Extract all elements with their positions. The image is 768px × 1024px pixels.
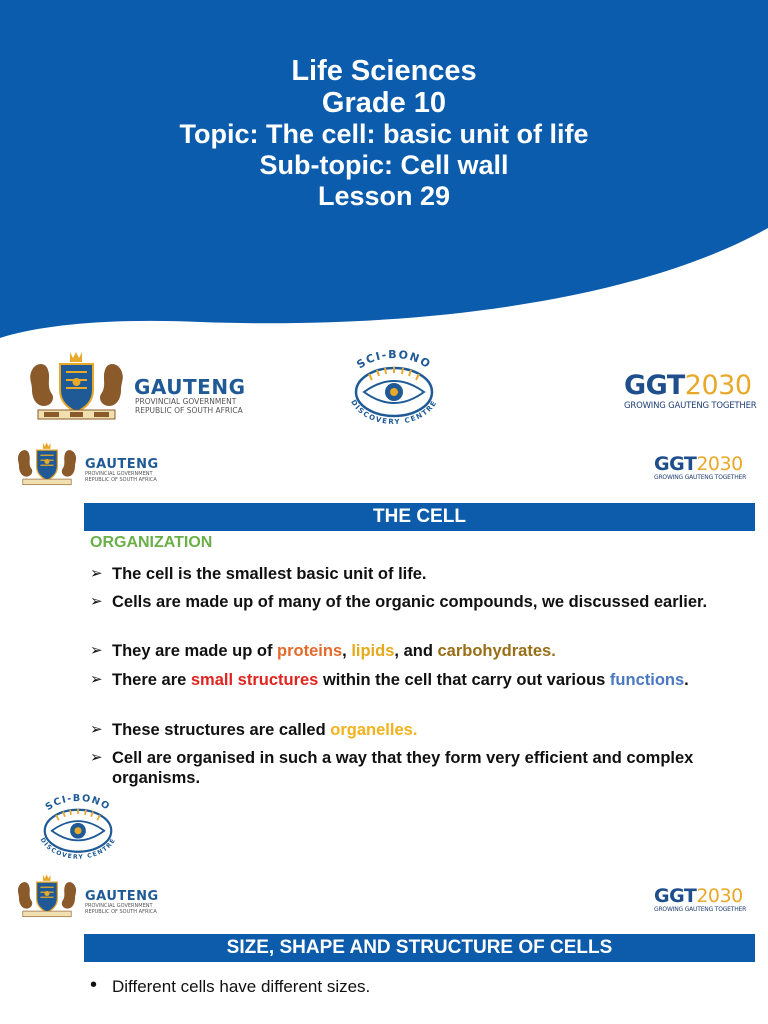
text-span: They are made up of — [112, 642, 278, 660]
sci-bono-bottom-text: DISCOVERY CENTRE — [38, 836, 118, 861]
gauteng-logo-small — [14, 872, 214, 922]
arrow-bullet-icon: ➢ — [90, 642, 103, 659]
gauteng-sub2: REPUBLIC OF SOUTH AFRICA — [85, 476, 157, 483]
bullet-text: Cell are organised in such a way that they form very efficient and complex organisms. — [112, 749, 694, 787]
ggt2030-logo-large — [624, 372, 764, 422]
bullet-text: The cell is the smallest basic unit of life. — [112, 565, 427, 583]
sci-bono-top-text: SCI-BONO — [43, 794, 113, 814]
ggt2030-wordmark — [654, 886, 764, 906]
bullet-item — [90, 974, 750, 997]
gauteng-sub1: PROVINCIAL GOVERNMENT — [85, 471, 153, 477]
title-subject: Life Sciences — [291, 55, 477, 87]
gauteng-sub1: PROVINCIAL GOVERNMENT — [135, 397, 237, 406]
title-subtopic: Sub-topic: Cell wall — [259, 150, 509, 180]
bullet-text: Cells are made up of many of the organic compounds, we discussed earlier. — [112, 593, 708, 611]
arrow-bullet-icon: ➢ — [90, 721, 103, 738]
ggt2030-wordmark — [654, 454, 764, 474]
arrow-bullet-icon: ➢ — [90, 593, 103, 610]
bullet-item — [90, 670, 750, 690]
ggt2030-wordmark — [624, 372, 764, 400]
gauteng-wordmark: GAUTENG — [134, 375, 246, 399]
ggt-tagline: GROWING GAUTENG TOGETHER — [624, 401, 757, 411]
title-slide — [0, 0, 768, 345]
bullet-item — [90, 592, 750, 612]
title-lesson: Lesson 29 — [317, 181, 451, 211]
gauteng-subtext — [135, 398, 243, 415]
title-block — [0, 55, 768, 212]
ggt-year-text: 2030 — [696, 885, 743, 907]
sci-bono-top-text: SCI-BONO — [354, 350, 434, 372]
bullet-item — [90, 748, 750, 788]
sci-bono-bottom-text: DISCOVERY CENTRE — [349, 398, 439, 427]
gauteng-sub2: REPUBLIC OF SOUTH AFRICA — [135, 405, 243, 415]
bullet-item — [90, 720, 750, 740]
functions-term: functions — [609, 671, 685, 689]
arrow-bullet-icon: ➢ — [90, 565, 103, 582]
organization-heading: ORGANIZATION — [90, 534, 213, 551]
ggt-tagline: GROWING GAUTENG TOGETHER — [654, 906, 747, 913]
title-grade: Grade 10 — [321, 87, 447, 119]
text-span: These structures are called — [112, 721, 331, 739]
title-topic: Topic: The cell: basic unit of life — [179, 119, 589, 149]
ggt2030-logo-small — [654, 454, 764, 488]
arrow-bullet-icon: ➢ — [90, 671, 103, 688]
ggt-text: GGT — [624, 370, 685, 401]
small-structures-term: small structures — [190, 671, 319, 689]
bullet-text — [112, 720, 750, 740]
gauteng-wordmark: GAUTENG — [85, 457, 159, 472]
ggt-tagline: GROWING GAUTENG TOGETHER — [654, 474, 747, 481]
ggt2030-logo-small — [654, 886, 764, 920]
ggt-text: GGT — [654, 885, 697, 907]
proteins-term: proteins — [277, 642, 343, 660]
lipids-term: lipids — [351, 642, 395, 660]
gauteng-sub1: PROVINCIAL GOVERNMENT — [85, 903, 153, 909]
carbohydrates-term: carbohydrates. — [437, 642, 556, 660]
text-span: . — [684, 671, 689, 689]
bullet-item — [90, 641, 750, 661]
coat-of-arms-icon — [24, 350, 129, 422]
gauteng-logo-large — [24, 350, 324, 425]
bullet-text — [112, 641, 750, 661]
size-shape-header-bar: SIZE, SHAPE AND STRUCTURE OF CELLS — [84, 934, 755, 962]
bullet-text: Different cells have different sizes. — [112, 977, 371, 996]
sci-bono-logo-large — [334, 350, 454, 430]
gauteng-logo-small — [14, 440, 214, 490]
dot-bullet-icon: • — [90, 974, 98, 996]
gauteng-subtext — [85, 904, 157, 916]
gauteng-sub2: REPUBLIC OF SOUTH AFRICA — [85, 908, 157, 915]
coat-of-arms-icon — [14, 872, 80, 920]
gauteng-wordmark: GAUTENG — [85, 889, 159, 904]
text-span: , — [342, 642, 352, 660]
arrow-bullet-icon: ➢ — [90, 749, 103, 766]
ggt-year-text: 2030 — [684, 370, 752, 401]
sci-bono-logo-small — [18, 794, 138, 864]
coat-of-arms-icon — [14, 440, 80, 488]
ggt-year-text: 2030 — [696, 453, 743, 475]
bullet-item — [90, 564, 750, 584]
gauteng-subtext — [85, 472, 157, 484]
text-span: within the cell that carry out various — [318, 671, 610, 689]
the-cell-header-bar: THE CELL — [84, 503, 755, 531]
ggt-text: GGT — [654, 453, 697, 475]
text-span: There are — [112, 671, 191, 689]
organelles-term: organelles. — [330, 721, 418, 739]
text-span: , and — [394, 642, 438, 660]
bullet-text — [112, 670, 750, 690]
